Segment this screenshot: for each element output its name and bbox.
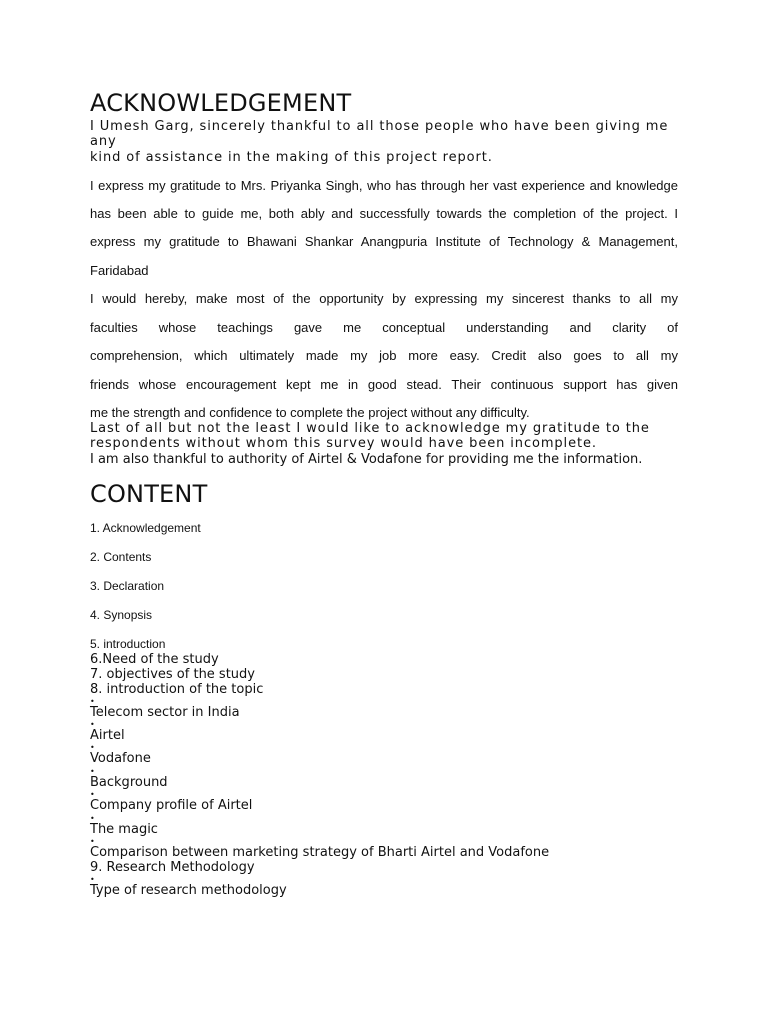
bullet-marker: • <box>90 875 95 884</box>
para1-line-3: express my gratitude to Bhawani Shankar Anangpuria Institute of Technology & Management, <box>90 234 678 249</box>
toc-sub-the-magic: The magic <box>90 822 158 837</box>
toc-sub-background: Background <box>90 775 168 790</box>
toc-sub-airtel: Airtel <box>90 728 125 743</box>
toc-item-7: 7. objectives of the study <box>90 667 255 682</box>
para3-line-2: respondents without whom this survey would have been incomplete. <box>90 436 597 451</box>
para1-line-2: has been able to guide me, both ably and successfully towards the completion of the project. I <box>90 206 678 221</box>
toc-sub-research-type: Type of research methodology <box>90 883 287 898</box>
intro-line-1: I Umesh Garg, sincerely thankful to all those people who have been giving me <box>90 119 669 134</box>
bullet-marker: • <box>90 767 95 776</box>
bullet-marker: • <box>90 697 95 706</box>
intro-line-3: kind of assistance in the making of this project report. <box>90 150 493 165</box>
toc-item-2: 2. Contents <box>90 550 152 564</box>
bullet-marker: • <box>90 814 95 823</box>
bullet-marker: • <box>90 743 95 752</box>
para1-line-4: Faridabad <box>90 263 149 278</box>
bullet-marker: • <box>90 790 95 799</box>
toc-item-9: 9. Research Methodology <box>90 860 255 875</box>
para2-line-1: I would hereby, make most of the opportunity by expressing my sincerest thanks to all my <box>90 291 678 306</box>
para2-line-3: comprehension, which ultimately made my job more easy. Credit also goes to all my <box>90 348 678 363</box>
toc-item-4: 4. Synopsis <box>90 608 153 622</box>
intro-line-2: any <box>90 134 117 149</box>
para2-line-4: friends whose encouragement kept me in good stead. Their continuous support has given <box>90 377 678 392</box>
para3-line-1: Last of all but not the least I would like to acknowledge my gratitude to the <box>90 421 650 436</box>
bullet-marker: • <box>90 837 95 846</box>
toc-item-6: 6.Need of the study <box>90 652 219 667</box>
toc-sub-company-profile: Company profile of Airtel <box>90 798 253 813</box>
toc-item-3: 3. Declaration <box>90 579 165 593</box>
toc-item-8: 8. introduction of the topic <box>90 682 264 697</box>
acknowledgement-heading: ACKNOWLEDGEMENT <box>90 89 352 117</box>
bullet-marker: • <box>90 720 95 729</box>
para4: I am also thankful to authority of Airtel & Vodafone for providing me the information. <box>90 452 643 467</box>
toc-sub-telecom: Telecom sector in India <box>90 705 240 720</box>
para2-line-5: me the strength and confidence to complete the project without any difficulty. <box>90 405 530 420</box>
content-heading: CONTENT <box>90 480 208 508</box>
toc-item-5: 5. introduction <box>90 637 166 651</box>
toc-sub-vodafone: Vodafone <box>90 751 151 766</box>
toc-item-1: 1. Acknowledgement <box>90 521 201 535</box>
para2-line-2: faculties whose teachings gave me conceptual understanding and clarity of <box>90 320 678 335</box>
toc-sub-comparison: Comparison between marketing strategy of Bharti Airtel and Vodafone <box>90 845 550 860</box>
para1-line-1: I express my gratitude to Mrs. Priyanka Singh, who has through her vast experience and knowledge <box>90 178 678 193</box>
